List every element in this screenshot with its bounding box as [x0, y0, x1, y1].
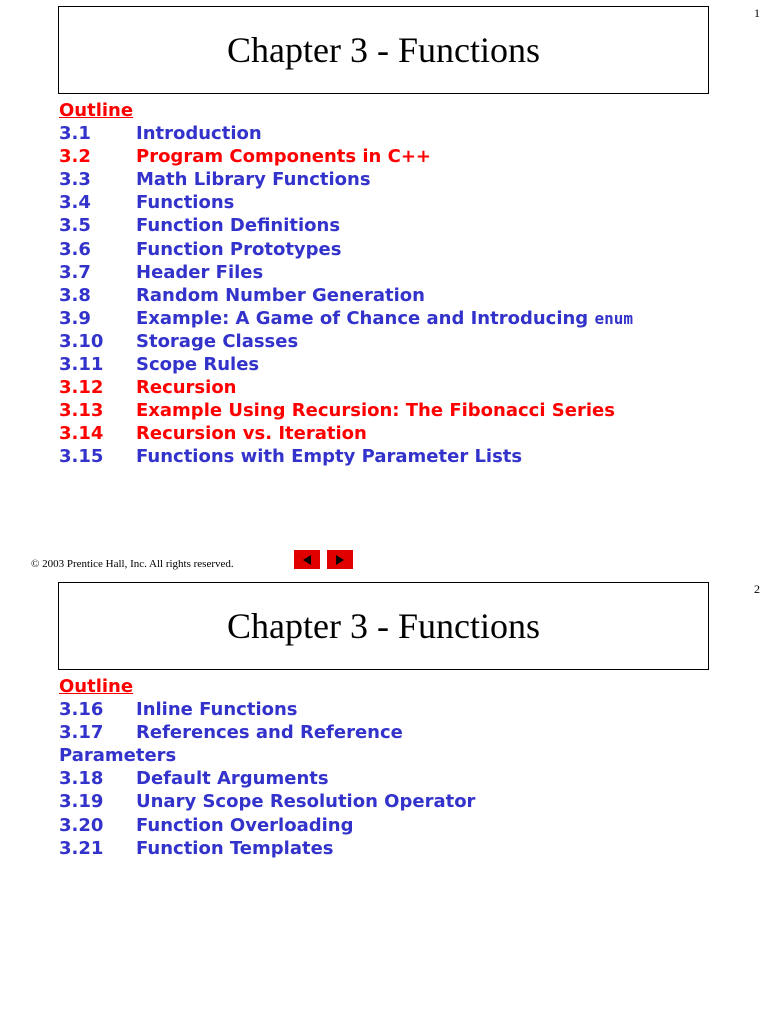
previous-arrow-icon [303, 555, 311, 565]
outline-item [59, 214, 633, 237]
outline [59, 99, 633, 469]
outline-item-number: 3.14 [59, 423, 104, 445]
outline-item-number: 3.15 [59, 446, 104, 468]
outline-item [59, 837, 475, 860]
outline-item-text: Example: A Game of Chance and Introducing [136, 307, 595, 329]
slide-2 [0, 576, 768, 1024]
outline-item-number: 3.5 [59, 215, 91, 237]
title-box [58, 582, 709, 670]
outline-item-text: Function Prototypes [136, 238, 342, 260]
outline-item-text: Recursion [136, 377, 237, 399]
outline-heading: Outline [59, 676, 134, 697]
outline-item-text: Program Components in C++ [136, 146, 431, 168]
outline-list [59, 698, 475, 860]
outline-item-number: 3.16 [59, 699, 104, 721]
outline-item-text: Recursion vs. Iteration [136, 423, 367, 445]
outline-item-number: 3.18 [59, 768, 104, 790]
outline-item [59, 145, 633, 168]
outline-item [59, 376, 633, 399]
outline-item [59, 191, 633, 214]
outline-item-code: enum [594, 308, 633, 328]
outline-item-text: Example Using Recursion: The Fibonacci Series [136, 400, 615, 422]
page-number: 1 [754, 6, 760, 20]
next-slide-button[interactable] [327, 550, 353, 569]
outline-item [59, 445, 633, 468]
outline-item [59, 307, 633, 330]
outline-item-text: Math Library Functions [136, 169, 371, 191]
outline-item-text: Inline Functions [136, 699, 298, 721]
slide-title: Chapter 3 - Functions [227, 30, 540, 70]
previous-slide-button[interactable] [294, 550, 320, 569]
outline-item-number: 3.12 [59, 377, 104, 399]
outline-item [59, 353, 633, 376]
outline-item-text: Function Overloading [136, 814, 354, 836]
outline-item-text: Scope Rules [136, 354, 260, 376]
outline-item-text: Function Definitions [136, 215, 341, 237]
outline-item-number: 3.11 [59, 354, 104, 376]
outline-item-number: 3.2 [59, 146, 91, 168]
outline-item [59, 790, 475, 813]
outline-item-text: Header Files [136, 261, 264, 283]
copyright-footer: © 2003 Prentice Hall, Inc. All rights reserved. [31, 558, 234, 570]
outline-item-number: 3.6 [59, 238, 91, 260]
outline [59, 675, 475, 860]
next-arrow-icon [336, 555, 344, 565]
outline-item-number: 3.17 [59, 722, 104, 744]
title-box [58, 6, 709, 94]
outline-item [59, 122, 633, 145]
outline-item-text: Functions with Empty Parameter Lists [136, 446, 523, 468]
outline-item-number: 3.20 [59, 814, 104, 836]
outline-item-number: 3.8 [59, 284, 91, 306]
outline-item-text: Parameters [59, 745, 177, 767]
outline-item-number: 3.19 [59, 791, 104, 813]
outline-item-number: 3.7 [59, 261, 91, 283]
outline-item-text: References and Reference [136, 722, 403, 744]
outline-heading: Outline [59, 100, 134, 121]
outline-item-number: 3.13 [59, 400, 104, 422]
outline-item-number: 3.3 [59, 169, 91, 191]
outline-item [59, 698, 475, 721]
outline-item-text: Unary Scope Resolution Operator [136, 791, 476, 813]
slide-title: Chapter 3 - Functions [227, 606, 540, 646]
outline-item-text: Storage Classes [136, 330, 299, 352]
outline-item-text: Default Arguments [136, 768, 329, 790]
page-number: 2 [754, 582, 760, 596]
outline-item [59, 399, 633, 422]
outline-item-number: 3.1 [59, 123, 91, 145]
outline-item [59, 814, 475, 837]
outline-item [59, 330, 633, 353]
outline-item-text: Introduction [136, 123, 262, 145]
outline-item [59, 284, 633, 307]
outline-item-number: 3.10 [59, 330, 104, 352]
outline-item-text: Random Number Generation [136, 284, 425, 306]
outline-item-number: 3.4 [59, 192, 91, 214]
outline-item [59, 261, 633, 284]
outline-item-text: Function Templates [136, 837, 334, 859]
outline-item [59, 238, 633, 261]
outline-item [59, 721, 475, 744]
outline-item-text: Functions [136, 192, 235, 214]
outline-list [59, 122, 633, 468]
outline-item [59, 168, 633, 191]
outline-item [59, 767, 475, 790]
outline-item-number: 3.21 [59, 837, 104, 859]
outline-item-number: 3.9 [59, 307, 91, 329]
outline-item [59, 422, 633, 445]
outline-item [59, 744, 475, 767]
